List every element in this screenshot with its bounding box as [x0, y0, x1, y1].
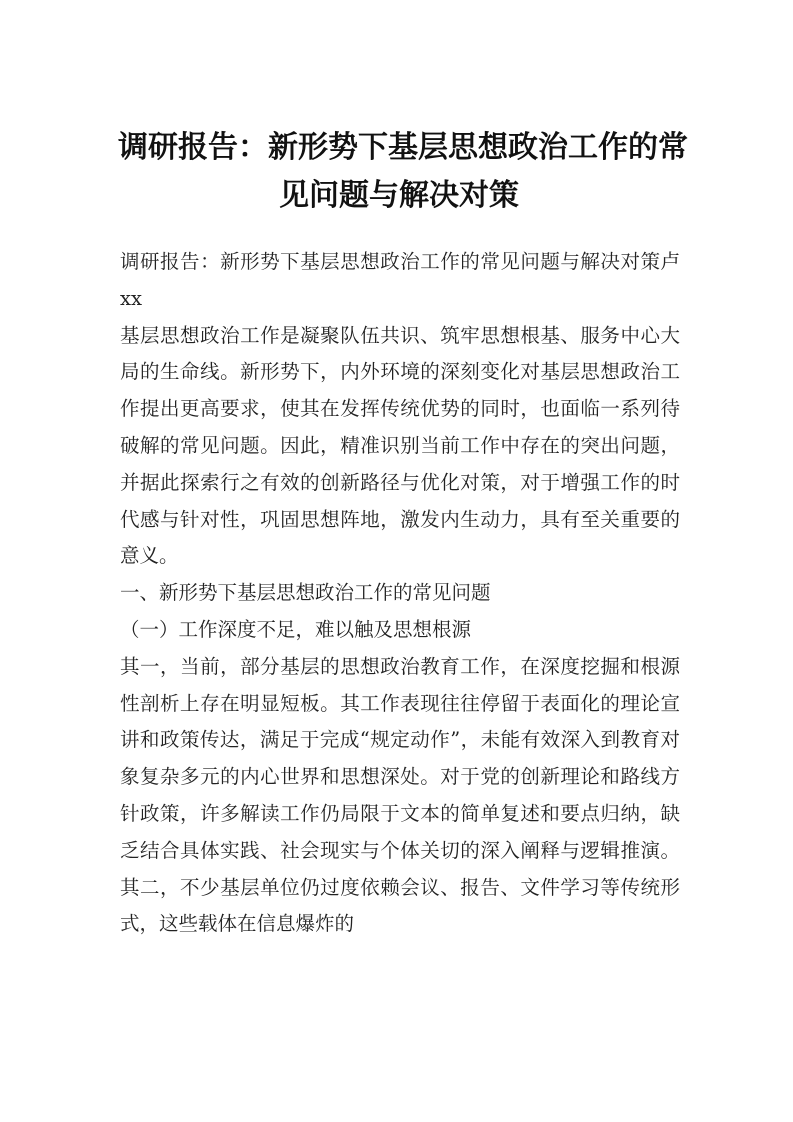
intro-paragraph: 基层思想政治工作是凝聚队伍共识、筑牢思想根基、服务中心大局的生命线。新形势下，内外环境的深刻变化对基层思想政治工作提出更高要求，使其在发挥传统优势的同时，也面临一系列待破解的常见问题。因此，精准识别当前工作中存在的突出问题，并据此探索行之有效的创新路径与优化对策，对于增强工作的时代感与针对性，巩固思想阵地，激发内生动力，具有至关重要的意义。 [120, 323, 680, 568]
document-title [118, 124, 688, 220]
subsection-1-heading: （一）工作深度不足，难以触及思想根源 [120, 617, 472, 641]
document-subtitle: 调研报告：新形势下基层思想政治工作的常见问题与解决对策卢 xx [120, 250, 680, 310]
title-line-2: 见问题与解决对策 [279, 178, 519, 213]
title-line-1: 调研报告：新形势下基层思想政治工作的常 [118, 130, 688, 165]
section-1-heading: 一、新形势下基层思想政治工作的常见问题 [120, 581, 491, 605]
document-body [120, 244, 680, 943]
body-paragraph: 其一，当前，部分基层的思想政治教育工作，在深度挖掘和根源性剖析上存在明显短板。其工作表现往往停留于表面化的理论宣讲和政策传达，满足于完成“规定动作”，未能有效深入到教育对象复杂多元的内心世界和思想深处。对于党的创新理论和路线方针政策，许多解读工作仍局限于文本的简单复述和要点归纳，缺乏结合具体实践、社会现实与个体关切的深入阐释与逻辑推演。其二，不少基层单位仍过度依赖会议、报告、文件学习等传统形式，这些载体在信息爆炸的 [120, 654, 680, 936]
